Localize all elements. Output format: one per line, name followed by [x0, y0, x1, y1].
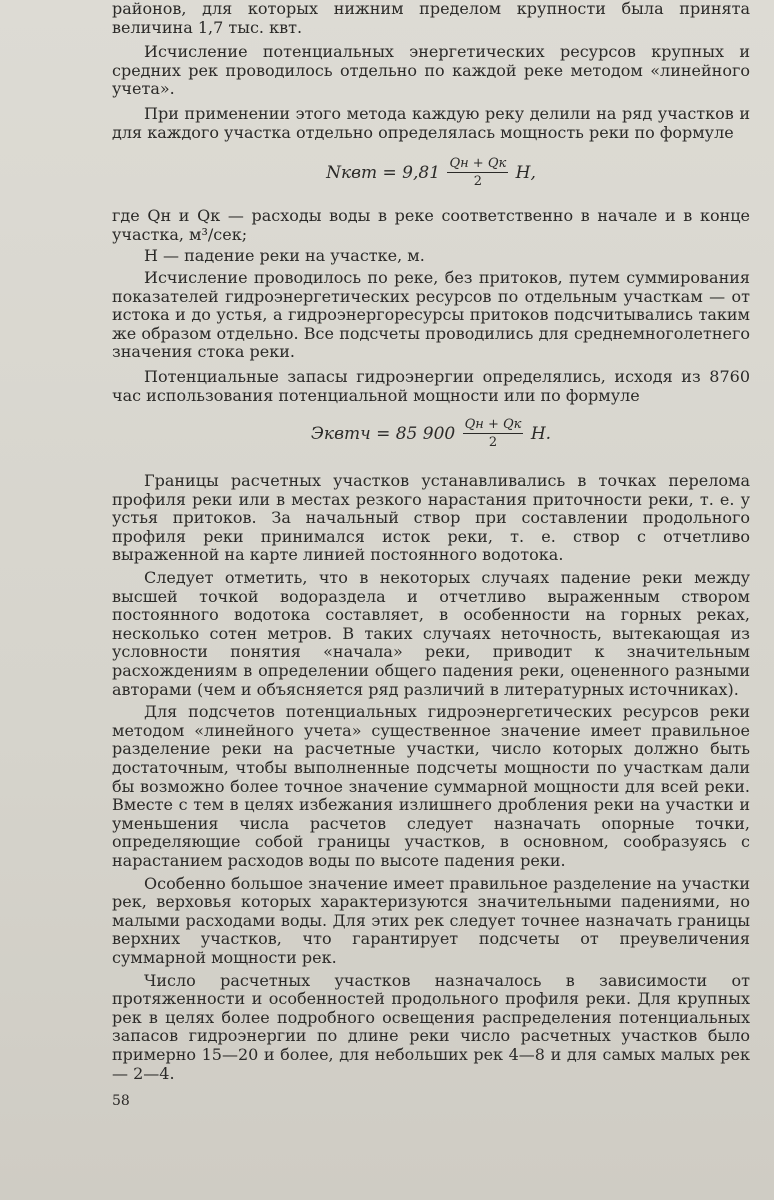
paragraph: H — падение реки на участке, м. — [144, 246, 425, 266]
formula-numerator: Qн + Qк — [464, 417, 522, 433]
formula-denominator: 2 — [488, 435, 498, 451]
paragraph: Границы расчетных участков устанавливались в точках перелома профиля реки или в местах резкого нарастания приточности реки, т. е. у устья притоков. За начальный створ при составлении продольного профиля реки принимался исток реки, т. е. створ с отчетливо выраженной на карте линией постоянного водотока. — [112, 471, 750, 565]
page-number: 58 — [112, 1093, 130, 1109]
text-column — [112, 0, 750, 1083]
formula-lhs: Эквтч = 85 900 — [310, 423, 456, 444]
paragraph: Особенно большое значение имеет правильное разделение на участки рек, верховья которых характеризуются значительными падениями, но малыми расходами воды. Для этих рек следует точнее назначать границы верхних участков, что гарантирует подсчеты от преувеличения суммарной мощности рек. — [112, 873, 750, 967]
paragraph: Число расчетных участков назначалось в зависимости от протяженности и особенностей продольного профиля реки. Для крупных рек в целях более подробного освещения распределения потенциальных запасов гидроэнергии по длине реки число расчетных участков было примерно 15—20 и более, для небольших рек 4—8 и для самых малых рек — 2—4. — [112, 970, 750, 1083]
paragraph: районов, для которых нижним пределом крупности была принята величина 1,7 тыс. квт. — [112, 0, 750, 37]
formula-fraction — [463, 417, 524, 450]
paragraph: Исчисление потенциальных энергетических ресурсов крупных и средних рек проводилось отдельно по каждой реке методом «линейного учета». — [112, 42, 750, 99]
power-formula — [112, 156, 750, 189]
formula-fraction — [447, 156, 508, 189]
paragraph: где Qн и Qк — расходы воды в реке соответственно в начале и в конце участка, м³/сек; — [112, 206, 750, 244]
formula-numerator: Qн + Qк — [449, 156, 507, 172]
paragraph: Для подсчетов потенциальных гидроэнергетических ресурсов реки методом «линейного учета» существенное значение имеет правильное разделение реки на расчетные участки, число которых должно быть достаточным, чтобы выполненные подсчеты мощности по участкам дали бы возможно более точное значение суммарной мощности для всей реки. Вместе с тем в целях избежания излишнего дробления реки на участки и уменьшения числа расчетов следует назначать опорные точки, определяющие собой границы участков, в основном, сообразуясь с нарастанием расходов воды по высоте падения реки. — [112, 702, 750, 870]
paragraph: Следует отметить, что в некоторых случаях падение реки между высшей точкой водораздела и отчетливо выраженным створом постоянного водотока составляет, в особенности на горных реках, несколько сотен метров. В таких случаях неточность, вытекающая из условности понятия «начала» реки, приводит к значительным расхождениям в определении общего падения реки, оцененного разными авторами (чем и объясняется ряд различий в литературных источниках). — [112, 568, 750, 699]
formula-rhs: H, — [515, 162, 536, 183]
paragraph: Исчисление проводилось по реке, без притоков, путем суммирования показателей гидроэнергетических ресурсов по отдельным участкам — от истока и до устья, а гидроэнергоресурсы притоков подсчитывались таким же образом отдельно. Все подсчеты проводились для среднемноголетнего значения стока реки. — [112, 267, 750, 362]
formula-rhs: H. — [530, 423, 552, 444]
formula-lhs: Nквт = 9,81 — [326, 162, 441, 183]
formula-denominator: 2 — [473, 174, 482, 190]
paragraph: Потенциальные запасы гидроэнергии определялись, исходя из 8760 час использования потенциальной мощности или по формуле — [112, 366, 750, 405]
paragraph: При применении этого метода каждую реку делили на ряд участков и для каждого участка отдельно определялась мощность реки по формуле — [112, 103, 750, 142]
energy-formula — [112, 417, 750, 450]
